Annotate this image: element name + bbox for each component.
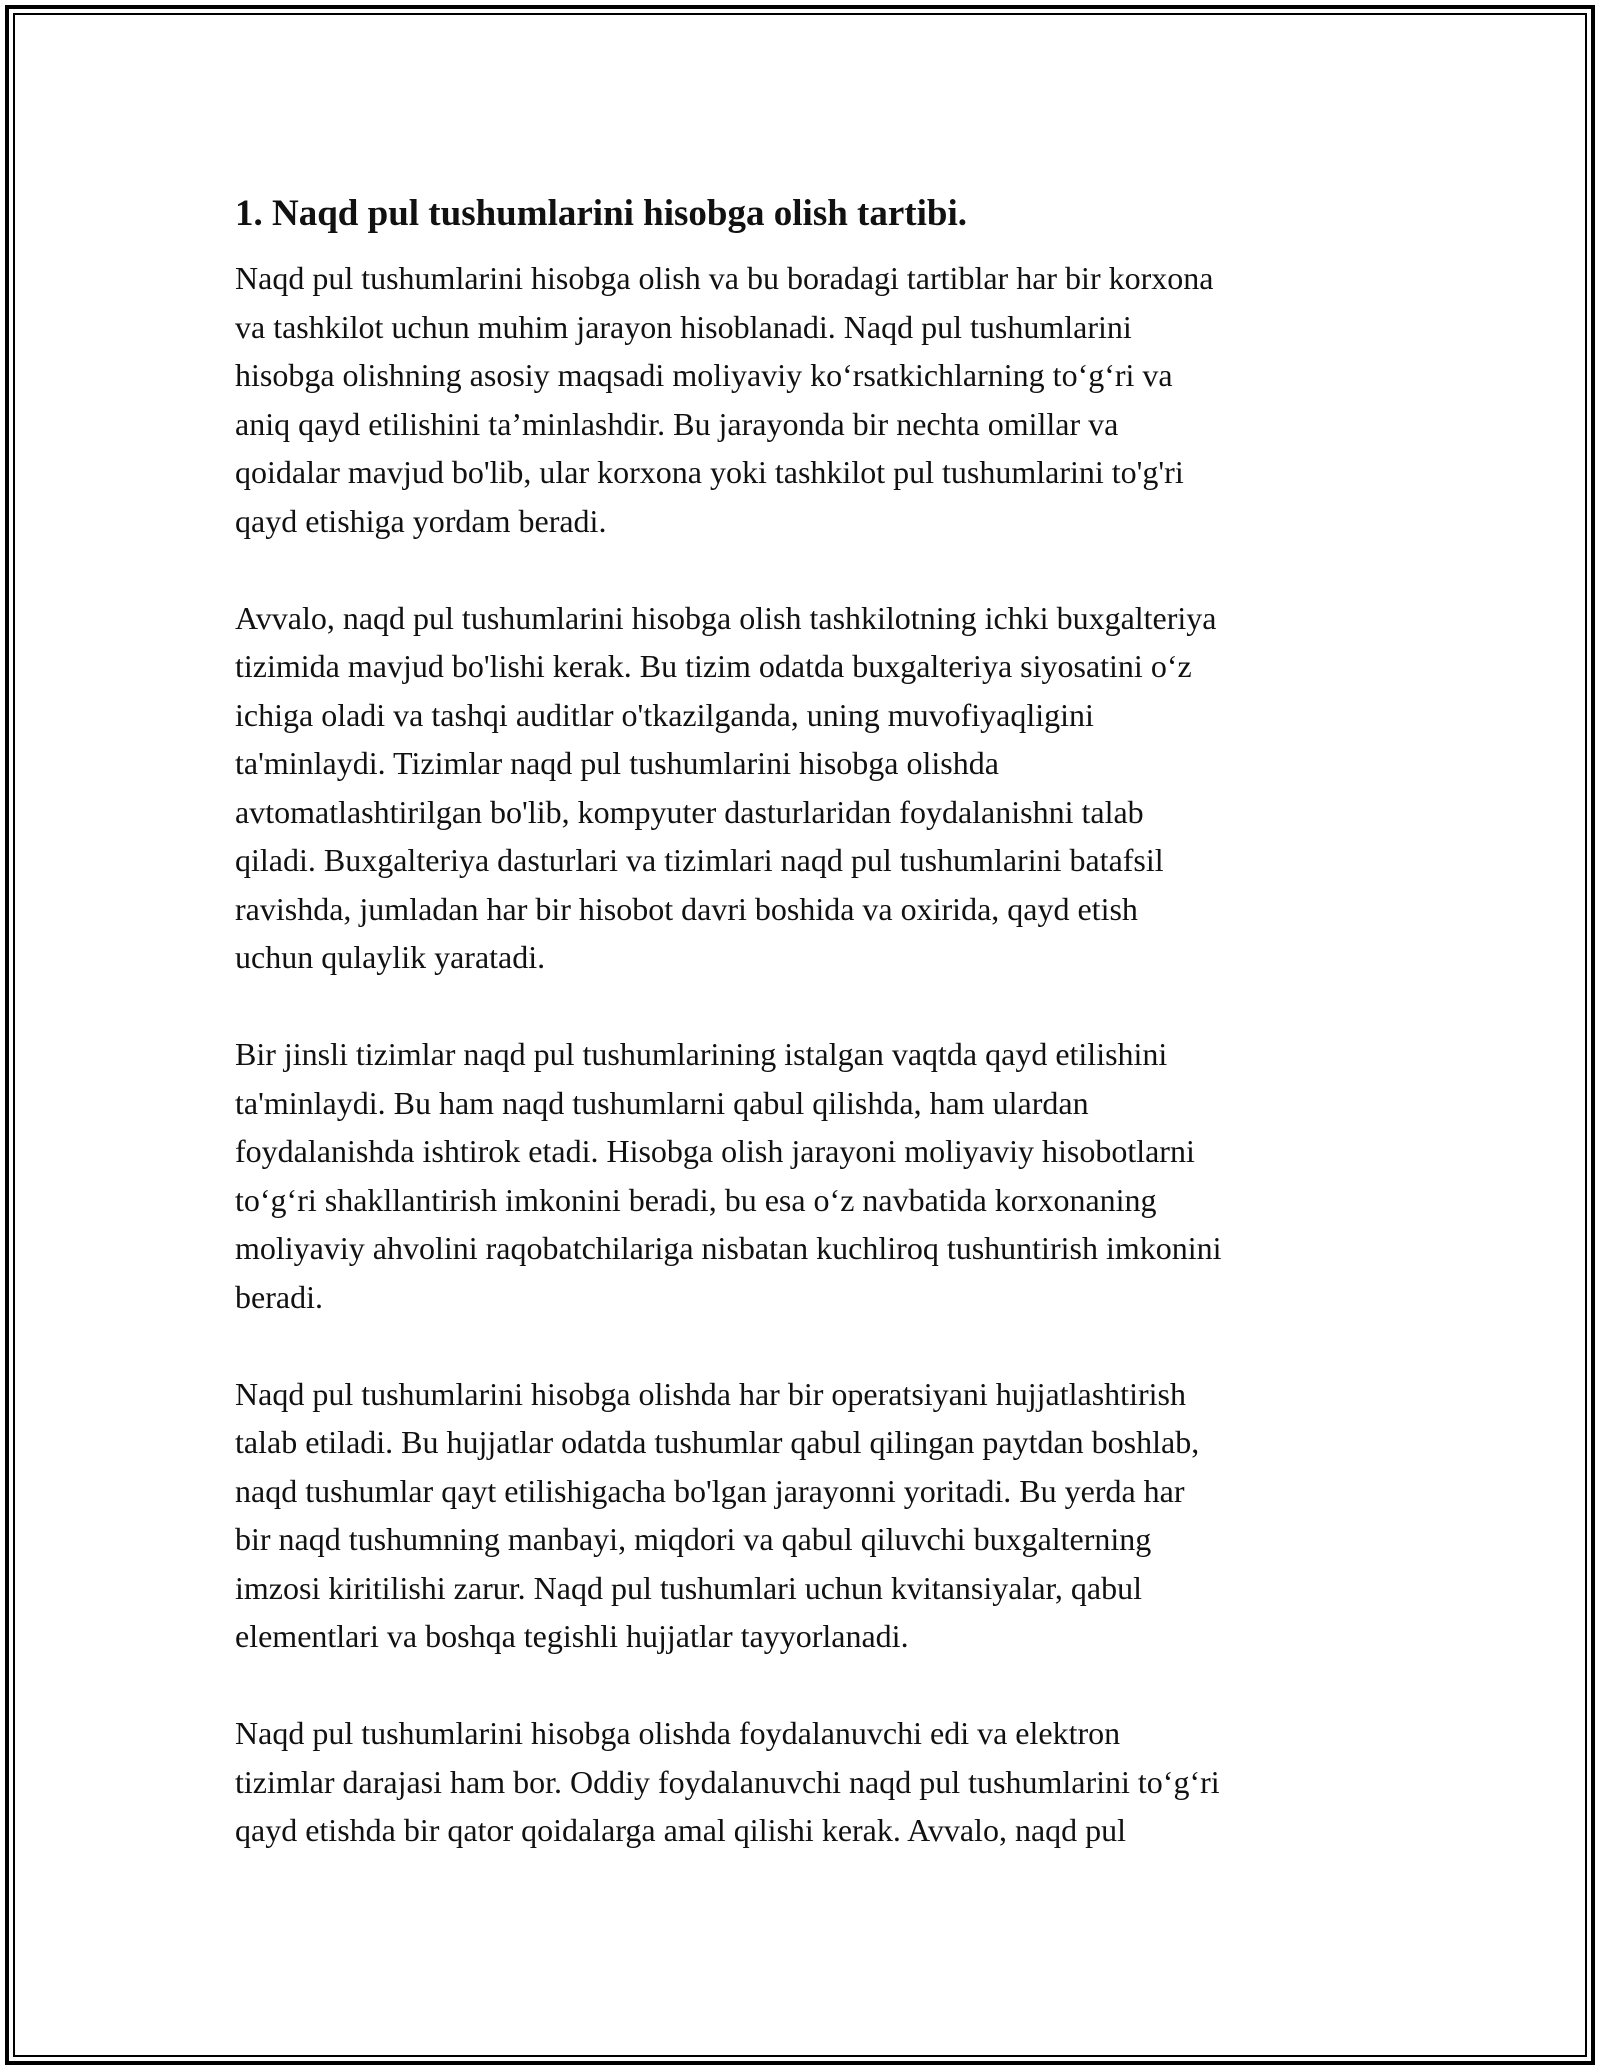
text-line: Naqd pul tushumlarini hisobga olishda har bir operatsiyani hujjatlashtirish <box>235 1375 1186 1412</box>
text-line: aniq qayd etilishini ta’minlashdir. Bu jarayonda bir nechta omillar va <box>235 405 1119 442</box>
text-line: qayd etishda bir qator qoidalarga amal qilishi kerak. Avvalo, naqd pul <box>235 1812 1127 1848</box>
text-line: avtomatlashtirilgan bo'lib, kompyuter dasturlaridan foydalanishni talab <box>235 793 1144 830</box>
text-line: tizimida mavjud bo'lishi kerak. Bu tizim odatda buxgalteriya siyosatini o‘z <box>235 648 1192 684</box>
paragraph-2 <box>235 594 1375 982</box>
text-line: tizimlar darajasi ham bor. Oddiy foydalanuvchi naqd pul tushumlarini to‘g‘ri <box>235 1763 1220 1800</box>
text-line: va tashkilot uchun muhim jarayon hisoblanadi. Naqd pul tushumlarini <box>235 308 1132 345</box>
text-line: imzosi kiritilishi zarur. Naqd pul tushumlari uchun kvitansiyalar, qabul <box>235 1569 1142 1606</box>
document-body <box>235 186 1375 1855</box>
text-line: qiladi. Buxgalteriya dasturlari va tizimlari naqd pul tushumlarini batafsil <box>235 842 1164 878</box>
text-line: Naqd pul tushumlarini hisobga olish va bu boradagi tartiblar har bir korxona <box>235 260 1214 296</box>
section-heading: 1. Naqd pul tushumlarini hisobga olish tartibi. <box>235 193 967 234</box>
paragraph-4 <box>235 1370 1375 1661</box>
text-line: beradi. <box>235 1278 323 1315</box>
paragraph-3 <box>235 1030 1375 1321</box>
text-line: uchun qulaylik yaratadi. <box>235 939 546 975</box>
text-line: elementlari va boshqa tegishli hujjatlar tayyorlanadi. <box>235 1618 909 1654</box>
text-line: ichiga oladi va tashqi auditlar o'tkazilganda, uning muvofiyaqligini <box>235 696 1094 733</box>
text-line: Avvalo, naqd pul tushumlarini hisobga olish tashkilotning ichki buxgalteriya <box>235 599 1217 636</box>
paragraph-5 <box>235 1709 1375 1855</box>
text-line: to‘g‘ri shakllantirish imkonini beradi, bu esa o‘z navbatida korxonaning <box>235 1181 1157 1218</box>
text-line: foydalanishda ishtirok etadi. Hisobga olish jarayoni moliyaviy hisobotlarni <box>235 1133 1195 1169</box>
text-line: hisobga olishning asosiy maqsadi moliyaviy ko‘rsatkichlarning to‘g‘ri va <box>235 357 1173 393</box>
text-line: ta'minlaydi. Tizimlar naqd pul tushumlarini hisobga olishda <box>235 745 999 781</box>
text-line: moliyaviy ahvolini raqobatchilariga nisbatan kuchliroq tushuntirish imkonini <box>235 1230 1222 1266</box>
text-line: Naqd pul tushumlarini hisobga olishda foydalanuvchi edi va elektron <box>235 1715 1121 1751</box>
text-line: qoidalar mavjud bo'lib, ular korxona yoki tashkilot pul tushumlarini to'g'ri <box>235 454 1184 490</box>
paragraph-1 <box>235 254 1375 545</box>
text-line: ravishda, jumladan har bir hisobot davri boshida va oxirida, qayd etish <box>235 890 1138 927</box>
text-line: talab etiladi. Bu hujjatlar odatda tushumlar qabul qilingan paytdan boshlab, <box>235 1424 1200 1460</box>
text-line: naqd tushumlar qayt etilishigacha bo'lgan jarayonni yoritadi. Bu yerda har <box>235 1472 1185 1509</box>
text-line: ta'minlaydi. Bu ham naqd tushumlarni qabul qilishda, ham ulardan <box>235 1084 1089 1121</box>
text-line: qayd etishiga yordam beradi. <box>235 502 607 539</box>
text-line: Bir jinsli tizimlar naqd pul tushumlarining istalgan vaqtda qayd etilishini <box>235 1036 1168 1072</box>
text-line: bir naqd tushumning manbayi, miqdori va qabul qiluvchi buxgalterning <box>235 1521 1152 1557</box>
